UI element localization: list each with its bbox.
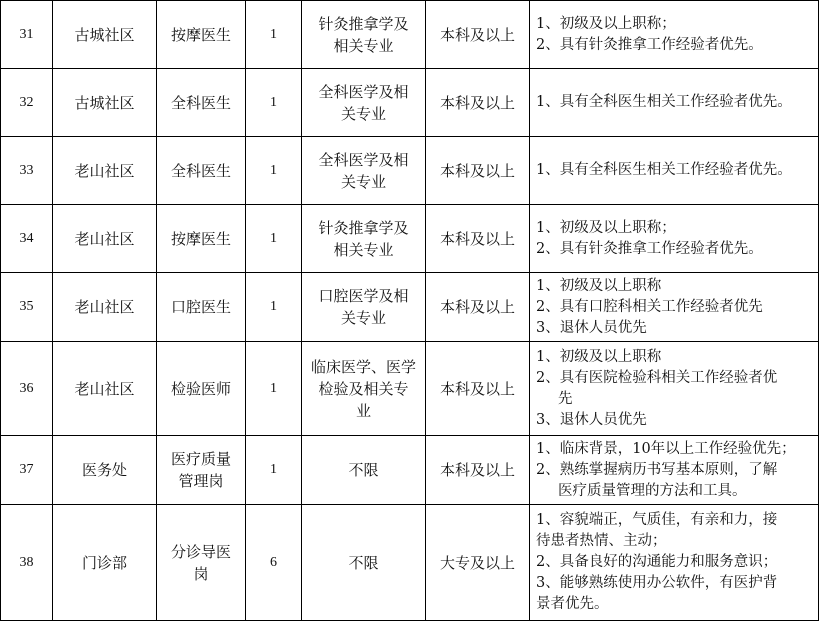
major-line: 业 [355,401,371,420]
requirement-line: 2、具有针灸推拿工作经验者优先。 [536,36,763,53]
position-cell: 按摩医生 [157,1,246,69]
requirements-cell [530,436,819,505]
major-cell: 不限 [302,436,426,505]
position-cell [157,436,246,505]
requirement-line: 2、具有口腔科相关工作经验者优先 [536,298,763,315]
education-cell: 本科及以上 [426,137,530,205]
requirements-cell [530,1,819,69]
major-line: 关专业 [340,309,386,327]
position-line: 管理岗 [178,472,224,490]
position-line: 分诊导医 [170,542,231,561]
education-cell: 本科及以上 [426,273,530,342]
major-line: 全科医学及相 [318,82,409,101]
position-cell: 检验医师 [157,342,246,436]
requirement-line: 1、初级及以上职称 [536,277,662,294]
row-id: 35 [1,273,53,342]
requirements-cell [530,137,819,205]
requirement-line: 1、初级及以上职称； [536,219,676,236]
requirement-line: 医疗质量管理的方法和工具。 [558,482,747,499]
table-row [1,205,819,273]
dept-cell: 老山社区 [53,273,157,342]
major-line: 针灸推拿学及 [318,218,409,237]
requirement-line: 3、能够熟练使用办公软件，有医护背 [536,575,778,591]
dept-cell: 老山社区 [53,205,157,273]
table-row [1,69,819,137]
requirements-cell [530,69,819,137]
dept-cell: 老山社区 [53,137,157,205]
table-row [1,505,819,621]
major-line: 临床医学、医学 [310,357,416,376]
position-cell: 全科医生 [157,137,246,205]
table-row [1,1,819,69]
requirements-cell [530,505,819,621]
major-cell [302,205,426,273]
requirement-line: 先 [558,390,573,407]
major-line: 相关专业 [333,240,394,259]
table-row [1,137,819,205]
major-cell: 不限 [302,505,426,621]
position-cell: 全科医生 [157,69,246,137]
dept-cell: 医务处 [53,436,157,505]
table-row [1,436,819,505]
row-id: 36 [1,342,53,436]
major-line: 关专业 [340,104,386,123]
dept-cell: 门诊部 [53,505,157,621]
position-line: 医疗质量 [170,450,231,468]
requirement-line: 1、初级及以上职称 [536,348,662,365]
major-cell [302,1,426,69]
count-cell: 1 [246,1,302,69]
requirements-cell [530,205,819,273]
row-id: 32 [1,69,53,137]
requirements-cell [530,342,819,436]
dept-cell: 古城社区 [53,1,157,69]
requirements-cell [530,273,819,342]
requirement-line: 1、初级及以上职称； [536,15,676,32]
education-cell: 本科及以上 [426,342,530,436]
requirement-line: 1、临床背景，10年以上工作经验优先； [536,440,796,457]
row-id: 33 [1,137,53,205]
dept-cell: 古城社区 [53,69,157,137]
major-cell [302,342,426,436]
education-cell: 本科及以上 [426,1,530,69]
major-line: 检验及相关专 [318,379,409,398]
requirement-line: 3、退休人员优先 [536,319,647,336]
count-cell: 1 [246,436,302,505]
count-cell: 6 [246,505,302,621]
major-cell [302,273,426,342]
row-id: 34 [1,205,53,273]
requirement-line: 1、容貌端正，气质佳，有亲和力，接 [536,512,778,528]
education-cell: 本科及以上 [426,69,530,137]
requirement-line: 1、具有全科医生相关工作经验者优先。 [536,94,792,110]
position-cell: 按摩医生 [157,205,246,273]
major-line: 针灸推拿学及 [318,14,409,33]
requirement-line: 2、具有医院检验科相关工作经验者优 [536,369,778,386]
requirement-line: 2、熟练掌握病历书写基本原则，了解 [536,461,778,478]
count-cell: 1 [246,69,302,137]
row-id: 31 [1,1,53,69]
row-id: 38 [1,505,53,621]
requirement-line: 待患者热情、主动； [536,533,667,549]
dept-cell: 老山社区 [53,342,157,436]
count-cell: 1 [246,137,302,205]
count-cell: 1 [246,273,302,342]
education-cell: 本科及以上 [426,436,530,505]
major-cell [302,69,426,137]
requirement-line: 1、具有全科医生相关工作经验者优先。 [536,162,792,178]
position-cell [157,505,246,621]
position-line: 岗 [193,564,209,583]
requirement-line: 3、退休人员优先 [536,411,647,428]
education-cell: 本科及以上 [426,205,530,273]
position-cell: 口腔医生 [157,273,246,342]
count-cell: 1 [246,342,302,436]
row-id: 37 [1,436,53,505]
count-cell: 1 [246,205,302,273]
major-cell [302,137,426,205]
requirement-line: 2、具备良好的沟通能力和服务意识； [536,554,778,570]
major-line: 关专业 [340,172,386,191]
requirement-line: 景者优先。 [536,596,609,612]
table-row [1,342,819,436]
table-row [1,273,819,342]
requirement-line: 2、具有针灸推拿工作经验者优先。 [536,240,763,257]
major-line: 口腔医学及相 [318,287,409,305]
education-cell: 大专及以上 [426,505,530,621]
major-line: 全科医学及相 [318,150,409,169]
major-line: 相关专业 [333,36,394,55]
